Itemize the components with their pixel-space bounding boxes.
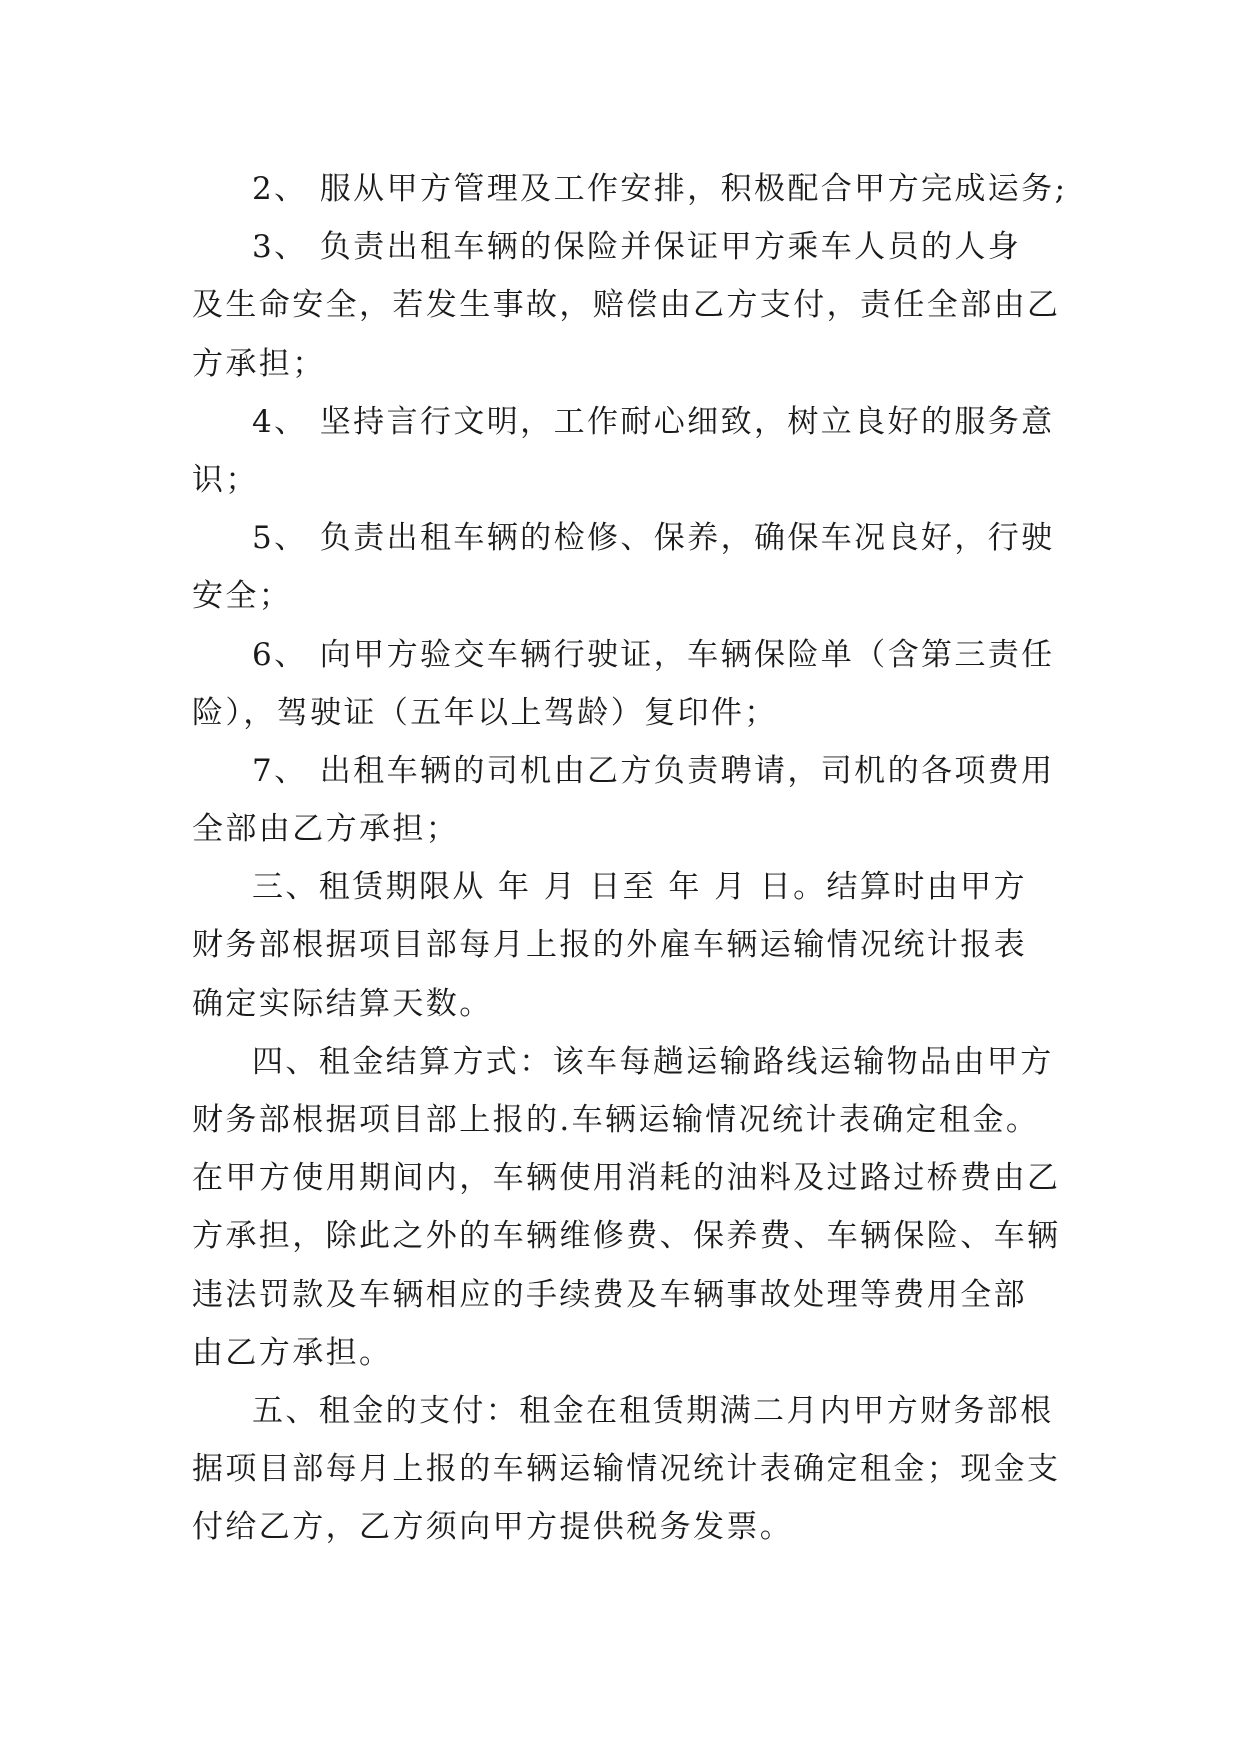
clause-2-paragraph bbox=[192, 160, 1068, 218]
clause-3-paragraph bbox=[192, 218, 1061, 393]
document-body bbox=[192, 160, 1068, 1557]
text-line: 方承担； bbox=[192, 345, 326, 382]
section-3-lease-term-paragraph bbox=[192, 858, 1052, 1033]
text-line: 全部由乙方承担； bbox=[192, 811, 460, 848]
text-line: 三、租赁期限从 年 月 日至 年 月 日。结算时由甲方 bbox=[252, 869, 1027, 906]
text-line: 财务部根据项目部每月上报的外雇车辆运输情况统计报表 bbox=[192, 927, 1027, 964]
text-line: 付给乙方，乙方须向甲方提供税务发票。 bbox=[192, 1509, 794, 1546]
text-line: 安全； bbox=[192, 578, 293, 615]
section-5-rent-payment-paragraph bbox=[192, 1382, 1061, 1557]
text-line: 四、租金结算方式：该车每趟运输路线运输物品由甲方 bbox=[252, 1043, 1054, 1080]
clause-5-paragraph bbox=[192, 509, 1055, 625]
text-line: 财务部根据项目部上报的.车辆运输情况统计表确定租金。 bbox=[192, 1102, 1040, 1138]
text-line: 险），驾驶证（五年以上驾龄）复印件； bbox=[192, 694, 778, 731]
text-line: 7、 出租车辆的司机由乙方负责聘请，司机的各项费用 bbox=[252, 752, 1055, 789]
text-line: 据项目部每月上报的车辆运输情况统计表确定租金；现金支 bbox=[192, 1451, 1061, 1488]
clause-7-paragraph bbox=[192, 742, 1055, 858]
text-line: 由乙方承担。 bbox=[192, 1334, 393, 1371]
text-line: 及生命安全，若发生事故，赔偿由乙方支付，责任全部由乙 bbox=[192, 287, 1061, 324]
clause-6-paragraph bbox=[192, 626, 1055, 742]
text-line: 5、 负责出租车辆的检修、保养，确保车况良好，行驶 bbox=[252, 520, 1055, 557]
text-line: 2、 服从甲方管理及工作安排，积极配合甲方完成运务; bbox=[252, 171, 1068, 207]
text-line: 违法罚款及车辆相应的手续费及车辆事故处理等费用全部 bbox=[192, 1276, 1027, 1313]
text-line: 在甲方使用期间内，车辆使用消耗的油料及过路过桥费由乙 bbox=[192, 1160, 1061, 1197]
text-line: 确定实际结算天数。 bbox=[192, 985, 493, 1022]
clause-4-paragraph bbox=[192, 393, 1055, 509]
text-line: 方承担，除此之外的车辆维修费、保养费、车辆保险、车辆 bbox=[192, 1218, 1061, 1255]
text-line: 4、 坚持言行文明，工作耐心细致，树立良好的服务意 bbox=[252, 403, 1055, 440]
text-line: 识； bbox=[192, 461, 259, 498]
text-line: 6、 向甲方验交车辆行驶证，车辆保险单（含第三责任 bbox=[252, 636, 1055, 673]
section-4-rent-settlement-paragraph bbox=[192, 1033, 1061, 1382]
text-line: 五、租金的支付：租金在租赁期满二月内甲方财务部根 bbox=[252, 1392, 1054, 1429]
text-line: 3、 负责出租车辆的保险并保证甲方乘车人员的人身 bbox=[252, 229, 1022, 266]
